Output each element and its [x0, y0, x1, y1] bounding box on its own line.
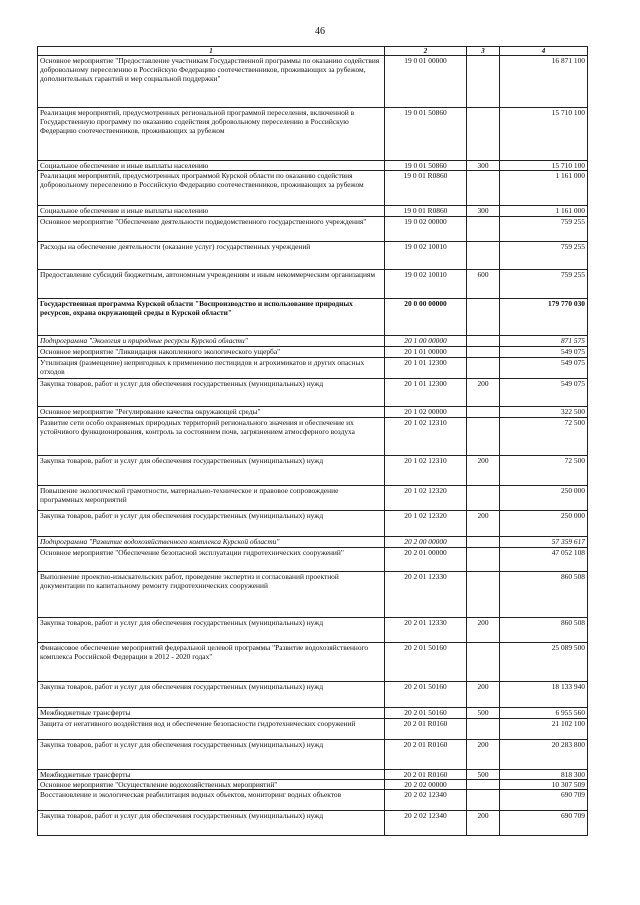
row-code-cell: 20 1 02 00000 — [385, 407, 467, 418]
row-name-cell: Основное мероприятие "Обеспечение безопасной эксплуатации гидротехнических сооружений" — [38, 548, 385, 572]
row-type-cell — [467, 358, 500, 379]
row-name-cell: Социальное обеспечение и иные выплаты населению — [38, 206, 385, 217]
row-type-cell: 200 — [467, 456, 500, 486]
table-row — [38, 270, 588, 299]
page-number: 46 — [315, 26, 325, 37]
table-row — [38, 217, 588, 242]
table-row — [38, 379, 588, 407]
column-header-4: 4 — [500, 47, 588, 56]
row-code-cell: 20 2 00 00000 — [385, 537, 467, 548]
row-type-cell — [467, 643, 500, 682]
table-row — [38, 242, 588, 270]
table-row — [38, 108, 588, 161]
row-name-cell: Финансовое обеспечение мероприятий федеральной целевой программы "Развитие водохозяйственного комплекса Российской Федерации в 2012 - 2020 годах" — [38, 643, 385, 682]
row-code-cell: 19 0 02 10010 — [385, 270, 467, 299]
row-name-cell: Закупка товаров, работ и услуг для обеспечения государственных (муниципальных) нужд — [38, 618, 385, 643]
row-code-cell: 19 0 02 00000 — [385, 217, 467, 242]
row-amount-cell: 72 500 — [500, 418, 588, 456]
table-row — [38, 161, 588, 171]
row-code-cell: 19 0 01 R0860 — [385, 206, 467, 217]
row-name-cell: Межбюджетные трансферты — [38, 708, 385, 719]
row-type-cell: 200 — [467, 811, 500, 836]
row-name-cell: Основное мероприятие "Обеспечение деятельности подведомственного государственного учреждения" — [38, 217, 385, 242]
table-row — [38, 456, 588, 486]
row-amount-cell: 759 255 — [500, 242, 588, 270]
row-code-cell: 20 2 01 12330 — [385, 572, 467, 618]
table-row — [38, 572, 588, 618]
row-type-cell: 300 — [467, 161, 500, 171]
table-row — [38, 618, 588, 643]
row-type-cell — [467, 407, 500, 418]
row-code-cell: 20 2 02 00000 — [385, 780, 467, 790]
row-code-cell: 20 1 02 12310 — [385, 418, 467, 456]
row-name-cell: Подпрограмма "Экология и природные ресурсы Курской области" — [38, 336, 385, 347]
row-name-cell: Социальное обеспечение и иные выплаты населению — [38, 161, 385, 171]
row-type-cell: 200 — [467, 682, 500, 708]
row-amount-cell: 21 102 100 — [500, 719, 588, 740]
row-name-cell: Повышение экологической грамотности, материально-техническое и правовое сопровождение программных мероприятий — [38, 486, 385, 511]
table-row — [38, 486, 588, 511]
row-code-cell: 19 0 02 10010 — [385, 242, 467, 270]
row-code-cell: 19 0 01 00000 — [385, 56, 467, 108]
row-type-cell — [467, 719, 500, 740]
row-amount-cell: 690 709 — [500, 811, 588, 836]
row-code-cell: 20 1 00 00000 — [385, 336, 467, 347]
column-header-3: 3 — [467, 47, 500, 56]
row-name-cell: Развитие сети особо охраняемых природных территорий регионального значения и обеспечение их устойчивого функционирования, контроль за состоянием почв, загрязнением атмосферного воздуха — [38, 418, 385, 456]
row-name-cell: Расходы на обеспечение деятельности (оказание услуг) государственных учреждений — [38, 242, 385, 270]
row-name-cell: Закупка товаров, работ и услуг для обеспечения государственных (муниципальных) нужд — [38, 740, 385, 770]
column-header-2: 2 — [385, 47, 467, 56]
row-type-cell — [467, 242, 500, 270]
table-row — [38, 347, 588, 358]
table-row — [38, 537, 588, 548]
row-type-cell — [467, 780, 500, 790]
table-row — [38, 299, 588, 336]
row-amount-cell: 690 709 — [500, 790, 588, 811]
row-type-cell: 200 — [467, 379, 500, 407]
row-name-cell: Реализация мероприятий, предусмотренных программой Курской области по оказанию содействия добровольному переселению в Российскую Федерацию соотечественников, проживающих за рубежом — [38, 171, 385, 206]
row-name-cell: Закупка товаров, работ и услуг для обеспечения государственных (муниципальных) нужд — [38, 682, 385, 708]
row-code-cell: 20 2 01 12330 — [385, 618, 467, 643]
row-amount-cell: 57 359 617 — [500, 537, 588, 548]
row-name-cell: Межбюджетные трансферты — [38, 770, 385, 780]
table-row — [38, 56, 588, 108]
row-amount-cell: 47 052 108 — [500, 548, 588, 572]
row-type-cell — [467, 548, 500, 572]
row-type-cell — [467, 171, 500, 206]
row-name-cell: Защита от негативного воздействия вод и обеспечение безопасности гидротехнических сооружений — [38, 719, 385, 740]
row-amount-cell: 6 955 560 — [500, 708, 588, 719]
row-type-cell — [467, 56, 500, 108]
table-row — [38, 407, 588, 418]
row-name-cell: Утилизация (размещение) непригодных к применению пестицидов и агрохимикатов и других опасных отходов — [38, 358, 385, 379]
row-amount-cell: 15 710 100 — [500, 161, 588, 171]
row-type-cell — [467, 299, 500, 336]
row-type-cell: 200 — [467, 740, 500, 770]
row-type-cell — [467, 418, 500, 456]
table-row — [38, 708, 588, 719]
row-amount-cell: 179 770 030 — [500, 299, 588, 336]
row-code-cell: 20 2 01 00000 — [385, 548, 467, 572]
row-code-cell: 19 0 01 50860 — [385, 161, 467, 171]
table-header-row — [38, 47, 588, 56]
table-row — [38, 418, 588, 456]
row-name-cell: Реализация мероприятий, предусмотренных региональной программой переселения, включенной в Государственную программу по оказанию содействия добровольному переселению в Российскую Федерацию соотечественников, проживающих за рубежом — [38, 108, 385, 161]
row-type-cell: 600 — [467, 270, 500, 299]
table-row — [38, 643, 588, 682]
table-row — [38, 780, 588, 790]
table-row — [38, 770, 588, 780]
row-type-cell — [467, 790, 500, 811]
row-code-cell: 20 2 01 50160 — [385, 708, 467, 719]
row-code-cell: 20 1 01 12300 — [385, 379, 467, 407]
budget-table — [37, 46, 588, 836]
row-code-cell: 20 2 01 R0160 — [385, 770, 467, 780]
row-amount-cell: 20 283 800 — [500, 740, 588, 770]
row-type-cell: 200 — [467, 618, 500, 643]
row-amount-cell: 759 255 — [500, 270, 588, 299]
row-name-cell: Основное мероприятие "Осуществление водохозяйственных мероприятий" — [38, 780, 385, 790]
row-code-cell: 20 2 01 R0160 — [385, 719, 467, 740]
row-type-cell: 200 — [467, 511, 500, 537]
table-row — [38, 740, 588, 770]
row-name-cell: Закупка товаров, работ и услуг для обеспечения государственных (муниципальных) нужд — [38, 511, 385, 537]
row-code-cell: 20 2 01 50160 — [385, 682, 467, 708]
row-code-cell: 20 0 00 00000 — [385, 299, 467, 336]
row-amount-cell: 250 000 — [500, 511, 588, 537]
row-amount-cell: 250 000 — [500, 486, 588, 511]
row-code-cell: 20 2 02 12340 — [385, 790, 467, 811]
table-row — [38, 811, 588, 836]
row-name-cell: Основное мероприятие "Предоставление участникам Государственной программы по оказанию содействия добровольному переселению в Российскую Федерацию соотечественников, проживающих за рубежом, дополнительных гарантий и мер социальной поддержки" — [38, 56, 385, 108]
table-row — [38, 790, 588, 811]
row-amount-cell: 1 161 000 — [500, 171, 588, 206]
row-type-cell — [467, 347, 500, 358]
row-amount-cell: 871 575 — [500, 336, 588, 347]
row-code-cell: 20 1 02 12320 — [385, 511, 467, 537]
row-name-cell: Выполнение проектно-изыскательских работ, проведение экспертиз и согласований проектной документации по капитальному ремонту гидротехнических сооружений — [38, 572, 385, 618]
table-row — [38, 358, 588, 379]
row-code-cell: 20 2 02 12340 — [385, 811, 467, 836]
row-name-cell: Основное мероприятие "Регулирование качества окружающей среды" — [38, 407, 385, 418]
table-row — [38, 682, 588, 708]
row-code-cell: 19 0 01 R0860 — [385, 171, 467, 206]
row-code-cell: 20 2 01 50160 — [385, 643, 467, 682]
row-type-cell: 300 — [467, 206, 500, 217]
table-row — [38, 511, 588, 537]
row-name-cell: Основное мероприятие "Ликвидация накопленного экологического ущерба" — [38, 347, 385, 358]
row-type-cell — [467, 537, 500, 548]
row-code-cell: 20 1 01 00000 — [385, 347, 467, 358]
row-type-cell: 500 — [467, 708, 500, 719]
row-amount-cell: 322 500 — [500, 407, 588, 418]
row-code-cell: 20 1 02 12320 — [385, 486, 467, 511]
column-header-1: 1 — [38, 47, 385, 56]
table-row — [38, 719, 588, 740]
row-amount-cell: 818 300 — [500, 770, 588, 780]
row-amount-cell: 759 255 — [500, 217, 588, 242]
row-code-cell: 20 1 01 12300 — [385, 358, 467, 379]
row-amount-cell: 18 133 940 — [500, 682, 588, 708]
table-row — [38, 171, 588, 206]
row-amount-cell: 549 075 — [500, 347, 588, 358]
row-name-cell: Предоставление субсидий бюджетным, автономным учреждениям и иным некоммерческим организациям — [38, 270, 385, 299]
row-code-cell: 19 0 01 50860 — [385, 108, 467, 161]
row-amount-cell: 10 307 509 — [500, 780, 588, 790]
row-type-cell — [467, 217, 500, 242]
row-type-cell: 500 — [467, 770, 500, 780]
row-name-cell: Закупка товаров, работ и услуг для обеспечения государственных (муниципальных) нужд — [38, 379, 385, 407]
row-amount-cell: 72 500 — [500, 456, 588, 486]
row-code-cell: 20 2 01 R0160 — [385, 740, 467, 770]
row-name-cell: Закупка товаров, работ и услуг для обеспечения государственных (муниципальных) нужд — [38, 811, 385, 836]
row-amount-cell: 16 871 100 — [500, 56, 588, 108]
table-row — [38, 548, 588, 572]
row-name-cell: Восстановление и экологическая реабилитация водных объектов, мониторинг водных объектов — [38, 790, 385, 811]
row-name-cell: Закупка товаров, работ и услуг для обеспечения государственных (муниципальных) нужд — [38, 456, 385, 486]
row-amount-cell: 549 075 — [500, 358, 588, 379]
row-type-cell — [467, 108, 500, 161]
row-amount-cell: 15 710 100 — [500, 108, 588, 161]
row-type-cell — [467, 572, 500, 618]
row-type-cell — [467, 336, 500, 347]
row-name-cell: Государственная программа Курской области "Воспроизводство и использование природных ресурсов, охрана окружающей среды в Курской области" — [38, 299, 385, 336]
row-name-cell: Подпрограмма "Развитие водохозяйственного комплекса Курской области" — [38, 537, 385, 548]
row-amount-cell: 549 075 — [500, 379, 588, 407]
row-code-cell: 20 1 02 12310 — [385, 456, 467, 486]
row-type-cell — [467, 486, 500, 511]
row-amount-cell: 1 161 000 — [500, 206, 588, 217]
row-amount-cell: 25 089 500 — [500, 643, 588, 682]
table-row — [38, 206, 588, 217]
row-amount-cell: 860 508 — [500, 618, 588, 643]
table-row — [38, 336, 588, 347]
row-amount-cell: 860 508 — [500, 572, 588, 618]
